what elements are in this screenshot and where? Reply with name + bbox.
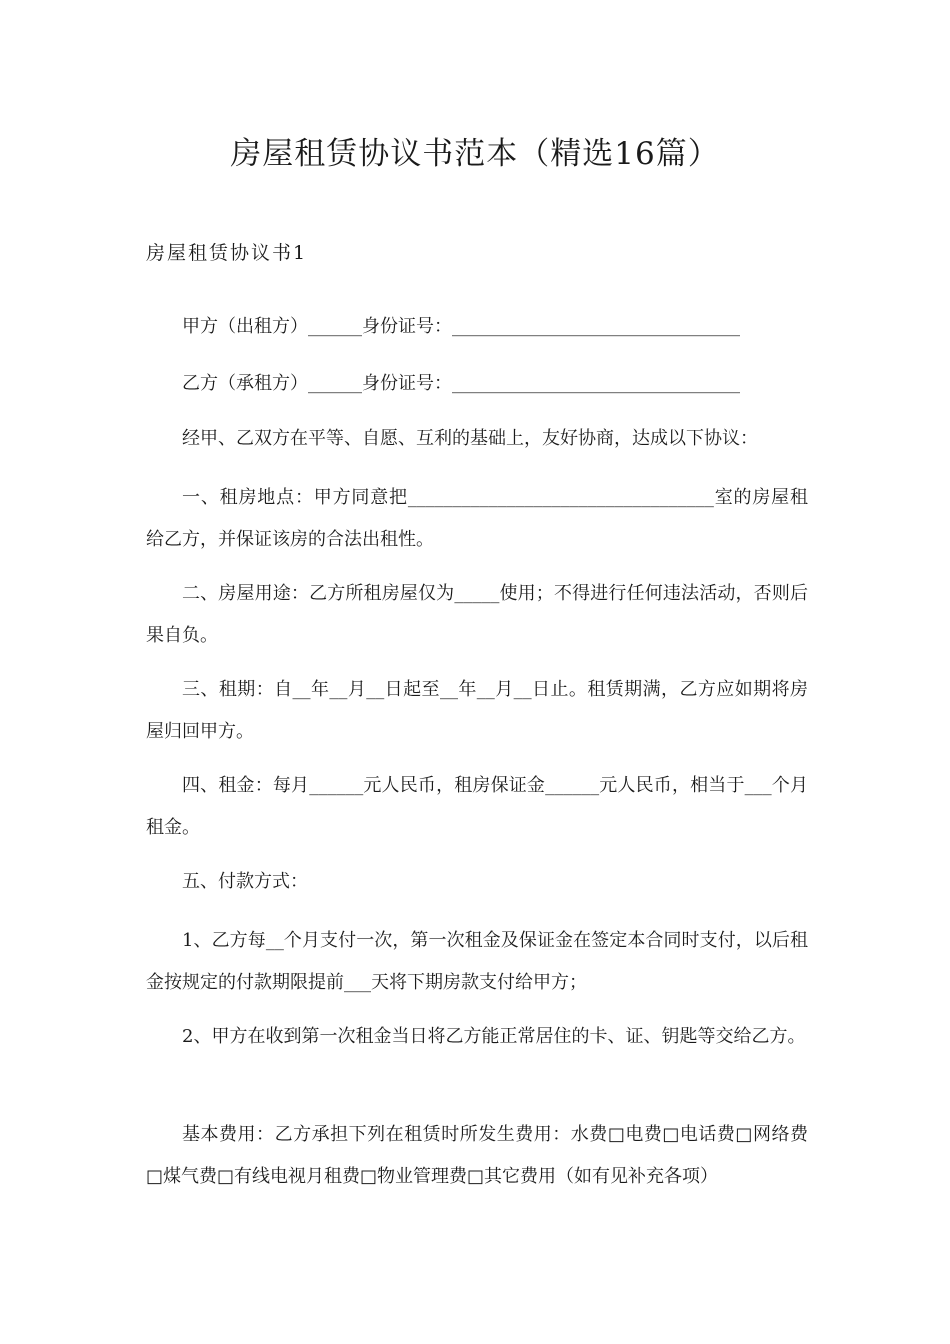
party-b-line: 乙方（承租方）______身份证号：________________________________ xyxy=(182,373,740,394)
clause-rental-location: 一、租房地点：甲方同意把__________________________________室的房屋租给乙方，并保证该房的合法出租性。 xyxy=(146,487,808,550)
clause-payment-method: 五、付款方式： xyxy=(182,871,308,892)
payment-item-2: 2、甲方在收到第一次租金当日将乙方能正常居住的卡、证、钥匙等交给乙方。 xyxy=(182,1026,806,1047)
clause-house-use: 二、房屋用途：乙方所租房屋仅为_____使用；不得进行任何违法活动，否则后果自负。 xyxy=(146,583,808,646)
document-title: 房屋租赁协议书范本（精选16篇） xyxy=(230,136,720,172)
section-heading: 房屋租赁协议书1 xyxy=(146,242,308,264)
clause-rent: 四、租金：每月______元人民币，租房保证金______元人民币，相当于___个月租金。 xyxy=(146,775,808,838)
party-a-line: 甲方（出租方）______身份证号：________________________________ xyxy=(182,316,740,337)
preamble-paragraph: 经甲、乙双方在平等、自愿、互利的基础上，友好协商，达成以下协议： xyxy=(182,428,758,449)
clause-lease-term: 三、租期：自__年__月__日起至__年__月__日止。租赁期满，乙方应如期将房屋归回甲方。 xyxy=(146,679,808,742)
payment-item-1: 1、乙方每__个月支付一次，第一次租金及保证金在签定本合同时支付，以后租金按规定的付款期限提前___天将下期房款支付给甲方； xyxy=(146,930,808,993)
basic-fees-paragraph: 基本费用：乙方承担下列在租赁时所发生费用：水费□电费□电话费□网络费□煤气费□有线电视月租费□物业管理费□其它费用（如有见补充各项） xyxy=(146,1124,808,1187)
